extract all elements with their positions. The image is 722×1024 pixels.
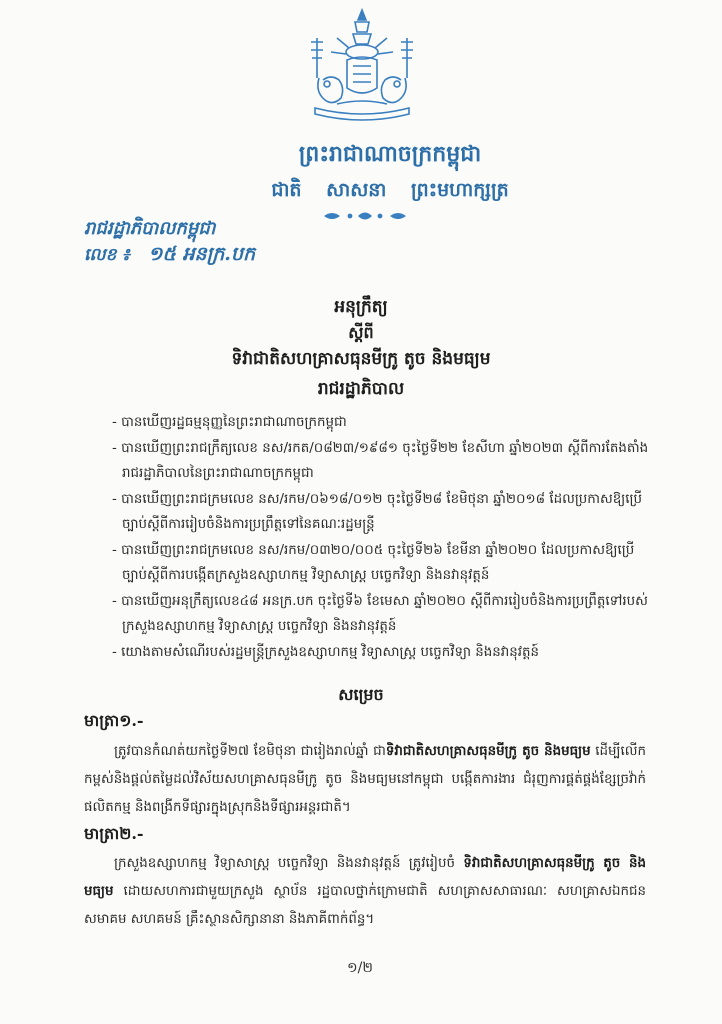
document-type: អនុក្រឹត្យ xyxy=(334,297,388,317)
article-1-text-end: ដើម្បីលើកកម្ពស់និងផ្តល់តម្លៃដល់វិស័យសហគ្រាសធុនមីក្រូ តូច និងមធ្យមនៅកម្ពុជា បង្កើតការងារ ជំរុញការផ្គត់ផ្គង់ខ្សែច្រវ៉ាក់ផលិតកម្ម និងពង្រីកទីផ្សារក្នុងស្រុកនិងទីផ្សារអន្តរជាតិ។ xyxy=(84,744,646,815)
decision-heading: សម្រេច xyxy=(338,685,384,704)
article-2-text-start: ក្រសួងឧស្សាហកម្ម វិទ្យាសាស្ត្រ បច្ចេកវិទ្យា និងនវានុវត្តន៍ ត្រូវរៀបចំ xyxy=(114,856,464,871)
article-2-heading: មាត្រា២.- xyxy=(84,824,144,843)
article-2-bold-term: ទិវាជាតិសហគ្រាសធុនមីក្រូ តូច និងមធ្យម xyxy=(84,856,646,899)
national-motto: ជាតិ សាសនា ព្រះមហាក្សត្រ xyxy=(271,179,509,201)
article-2-text-end: ដោយសហការជាមួយក្រសួង ស្ថាប័ន រដ្ឋបាលថ្នាក់ក្រោមជាតិ សហគ្រាសសាធារណៈ សហគ្រាសឯកជន សមាគម សហគមន៍ គ្រឹះស្ថានសិក្សានានា និងភាគីពាក់ព័ន្ធ។ xyxy=(84,884,646,927)
article-1-heading: មាត្រា១.- xyxy=(84,711,144,730)
article-1-bold-term: ទិវាជាតិសហគ្រាសធុនមីក្រូ តូច និងមធ្យម xyxy=(385,744,591,759)
royal-arms-emblem-icon xyxy=(297,8,427,130)
consideration-item: - បានឃើញព្រះរាជក្រឹត្យលេខ នស/រកត/០៨២៣/១៩៨១ ចុះថ្ងៃទី២២ ខែសីហា ឆ្នាំ២០២៣ ស្តីពីការតែងតាំងរាជរដ្ឋាភិបាលនៃព្រះរាជាណាចក្រកម្ពុជា xyxy=(112,440,649,481)
consideration-item: - បានឃើញរដ្ឋធម្មនុញ្ញនៃព្រះរាជាណាចក្រកម្ពុជា xyxy=(112,415,347,430)
document-subject: ទិវាជាតិសហគ្រាសធុនមីក្រូ តូច និងមធ្យម xyxy=(231,349,491,369)
article-2-body xyxy=(84,850,646,934)
consideration-item: - បានឃើញព្រះរាជក្រមលេខ នស/រកម/០៣២០/០០៥ ចុះថ្ងៃទី២៦ ខែមីនា ឆ្នាំ២០២០ ដែលប្រកាសឱ្យប្រើច្បាប់ស្តីពីការបង្កើតក្រសួងឧស្សាហកម្ម វិទ្យាសាស្ត្រ បច្ចេកវិទ្យា និងនវានុវត្តន៍ xyxy=(112,542,635,583)
document-number-label: លេខ ៖ xyxy=(84,245,130,265)
consideration-item: - បានឃើញព្រះរាជក្រមលេខ នស/រកម/០៦១៨/០១២ ចុះថ្ងៃទី២៨ ខែមិថុនា ឆ្នាំ២០១៨ ដែលប្រកាសឱ្យប្រើច្បាប់ស្តីពីការរៀបចំនិងការប្រព្រឹត្តទៅនៃគណៈរដ្ឋមន្ត្រី xyxy=(112,491,643,532)
article-1-text-start: ត្រូវបានកំណត់យកថ្ងៃទី២៧ ខែមិថុនា ជារៀងរាល់ឆ្នាំ ជា xyxy=(114,744,386,759)
kingdom-title: ព្រះរាជាណាចក្រកម្ពុជា xyxy=(298,141,482,167)
decorative-divider-icon xyxy=(320,208,410,224)
article-1-body xyxy=(84,738,646,822)
document-number-value: ១៥ អនក្រ.បក xyxy=(148,243,256,265)
document-about-label: ស្តីពី xyxy=(348,323,374,342)
issuing-authority: រាជរដ្ឋាភិបាល xyxy=(317,379,405,399)
considerations-list xyxy=(112,410,652,665)
consideration-item: - បានឃើញអនុក្រឹត្យលេខ៤៨ អនក្រ.បក ចុះថ្ងៃទី៦ ខែមេសា ឆ្នាំ២០២០ ស្តីពីការរៀបចំនិងការប្រព្រឹត្តទៅរបស់ក្រសួងឧស្សាហកម្ម វិទ្យាសាស្ត្រ បច្ចេកវិទ្យា និងនវានុវត្តន៍ xyxy=(112,593,648,634)
government-name: រាជរដ្ឋាភិបាលកម្ពុជា xyxy=(84,218,216,239)
page-number: ១/២ xyxy=(347,960,373,976)
consideration-item: - យោងតាមសំណើរបស់រដ្ឋមន្ត្រីក្រសួងឧស្សាហកម្ម វិទ្យាសាស្ត្រ បច្ចេកវិទ្យា និងនវានុវត្តន៍ xyxy=(112,644,540,660)
